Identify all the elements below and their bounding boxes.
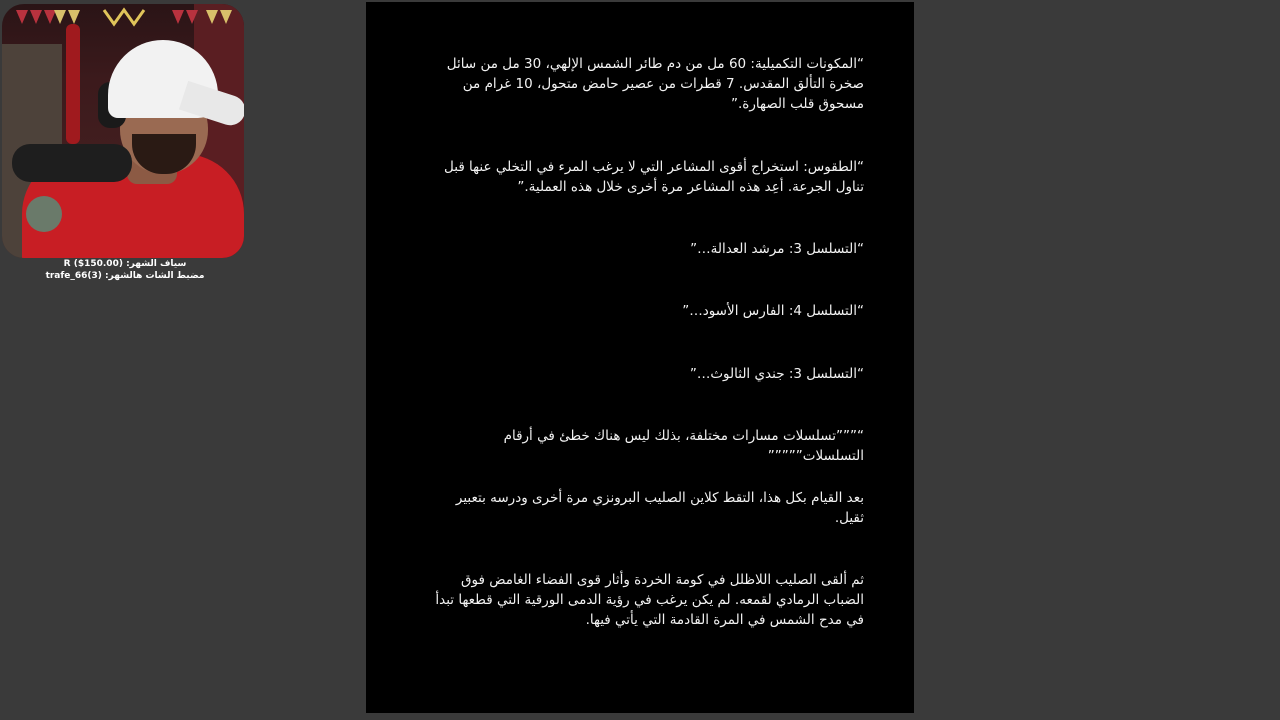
frame-decoration-gold-left — [54, 10, 80, 26]
paragraph-sequence-justice-mentor: “التسلسل 3: مرشد العدالة…” — [690, 241, 864, 257]
paragraph-gray-fog: ثم ألقى الصليب اللاظلل في كومة الخردة وأثار قوى الفضاء الغامض فوق الضباب الرمادي لقمعه. لم يكن يرغب في رؤية الدمى الورقية التي قطعها تبدأ في مدح الشمس في المرة القادمة التي يأتي فيها. — [435, 572, 864, 628]
alert-line-4 — [0, 270, 250, 282]
crown-icon — [102, 6, 146, 28]
paragraph-ritual: “الطقوس: استخراج أقوى المشاعر التي لا يرغب المرء في التخلي عنها قبل تناول الجرعة. أعِد هذه المشاعر مرة أخرى خلال هذه العملية.” — [444, 159, 864, 195]
alert-line-2: R ($150.00) :سياف الشهر — [63, 259, 187, 269]
microphone-icon — [12, 144, 132, 182]
paragraph-ingredients: “المكونات التكميلية: 60 مل من دم طائر الشمس الإلهي، 30 مل من سائل صخرة التألق المقدس. 7 قطرات من عصير حامض متحول، 10 غرام من مسحوق قلب الصهارة.” — [446, 56, 864, 112]
paragraph-bronze-cross: بعد القيام بكل هذا، التقط كلاين الصليب البرونزي مرة أخرى ودرسه بتعبير ثقيل. — [455, 490, 864, 526]
frame-decoration-left — [16, 10, 56, 26]
frame-decoration-right — [172, 10, 198, 26]
stream-alerts — [0, 258, 250, 282]
alert-line-4-highlight: trafe_66(3) :مضبط الشات هالشهر — [45, 271, 205, 281]
keychain-charm — [26, 196, 62, 232]
document-page — [366, 2, 914, 713]
mic-arm — [66, 24, 80, 144]
paragraph-sequence-black-knight: “التسلسل 4: الفارس الأسود…” — [682, 303, 864, 319]
paragraph-sequence-trinity-soldier: “التسلسل 3: جندي الثالوث…” — [689, 366, 864, 382]
webcam-feed — [2, 4, 244, 258]
frame-decoration-gold-right — [206, 10, 232, 26]
paragraph-sequence-note: “”””تسلسلات مسارات مختلفة، بذلك ليس هناك خطئ في أرقام التسلسلات””””” — [503, 428, 864, 464]
